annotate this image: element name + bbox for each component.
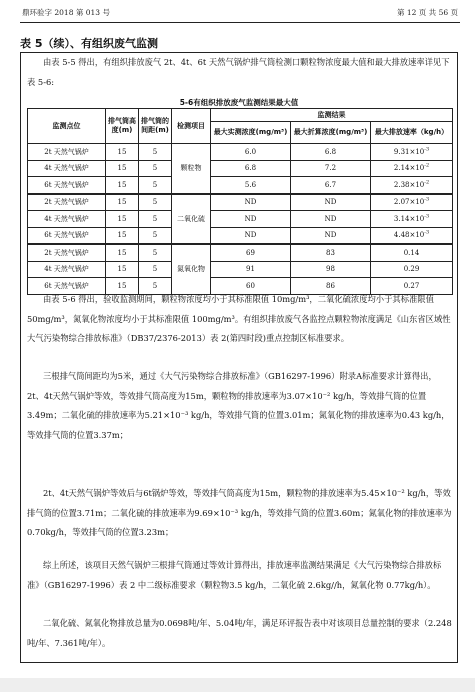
cell-spacing: 5 — [139, 278, 172, 295]
table-body — [28, 144, 453, 295]
rate-exponent: -3 — [424, 196, 430, 203]
cell-spacing: 5 — [139, 194, 172, 211]
rate-base: 3.14×10 — [393, 214, 425, 223]
cell-converted: ND — [291, 211, 371, 228]
cell-point: 2t 天然气锅炉 — [28, 144, 106, 161]
cell-rate — [371, 211, 453, 228]
table-row — [28, 194, 453, 211]
paragraph-1 — [27, 290, 452, 349]
rate-base: 2.38×10 — [393, 180, 425, 189]
report-number: 鼎环验字 2018 第 013 号 — [22, 8, 110, 17]
cell-measured: ND — [211, 227, 291, 244]
cell-rate — [371, 144, 453, 161]
cell-height: 15 — [106, 227, 139, 244]
cell-converted: 86 — [291, 278, 371, 295]
cell-converted: 83 — [291, 244, 371, 261]
rate-exponent: -2 — [424, 179, 430, 186]
cell-converted: 98 — [291, 261, 371, 278]
rate-exponent: -3 — [424, 229, 430, 236]
paragraph-4 — [27, 556, 452, 595]
cell-spacing: 5 — [139, 261, 172, 278]
cell-rate — [371, 244, 453, 261]
table-row — [28, 144, 453, 161]
paragraph-4-text: 综上所述，该项目天然气锅炉三根排气筒通过等效计算得出，排放速率监测结果满足《大气污染物综合排放标准》（GB16297-1996）表 2 中二级标准要求（颗粒物3.5 kg/h，二氧化硫 2.6kg//h，氮氧化物 0.77kg/h）。 — [27, 560, 442, 590]
cell-converted: 6.7 — [291, 177, 371, 194]
table-row — [28, 177, 453, 194]
cell-height: 15 — [106, 177, 139, 194]
cell-height: 15 — [106, 278, 139, 295]
cell-height: 15 — [106, 144, 139, 161]
col-header-converted: 最大折算浓度(mg/m³) — [291, 122, 371, 144]
page-header — [22, 7, 458, 21]
cell-point: 6t 天然气锅炉 — [28, 278, 106, 295]
cell-height: 15 — [106, 261, 139, 278]
cell-point: 6t 天然气锅炉 — [28, 227, 106, 244]
paragraph-5 — [27, 614, 452, 653]
rate-base: 2.14×10 — [393, 164, 425, 173]
cell-height: 15 — [106, 244, 139, 261]
cell-measured: 60 — [211, 278, 291, 295]
cell-point: 4t 天然气锅炉 — [28, 211, 106, 228]
cell-spacing: 5 — [139, 144, 172, 161]
cell-spacing: 5 — [139, 160, 172, 177]
page-number: 第 12 页 共 56 页 — [396, 8, 458, 17]
rate-base: 0.29 — [403, 265, 420, 274]
cell-item: 颗粒物 — [172, 144, 211, 194]
rate-base: 4.48×10 — [393, 231, 425, 240]
paragraph-5-text: 二氧化硫、氮氧化物排放总量为0.0698吨/年、5.04吨/年，满足环评报告表中对该项目总量控制的要求（2.248吨/年、7.361吨/年）。 — [27, 618, 452, 648]
page-bottom-band — [0, 678, 475, 692]
rate-base: 2.07×10 — [393, 198, 425, 207]
cell-converted: 7.2 — [291, 160, 371, 177]
cell-height: 15 — [106, 194, 139, 211]
cell-measured: 6.0 — [211, 144, 291, 161]
cell-rate — [371, 227, 453, 244]
cell-spacing: 5 — [139, 244, 172, 261]
cell-item: 二氧化硫 — [172, 194, 211, 245]
cell-height: 15 — [106, 160, 139, 177]
paragraph-2-text: 三根排气筒间距均为5米，通过《大气污染物综合排放标准》（GB16297-1996）附录A标准要求计算得出，2t、4t天然气锅炉等效，等效排气筒高度为15m，颗粒物的排放速率为3.07×10⁻² kg/h，等效排气筒的位置3.49m；二氧化硫的排放速率为5.21×10⁻³ kg/h，等效排气筒的位置3.01m；氮氧化物的排放速率为0.43 kg/h，等效排气筒的位置3.37m； — [27, 371, 450, 440]
table-row — [28, 227, 453, 244]
table-caption: 5-6有组织排放废气监测结果最大值 — [179, 98, 299, 107]
cell-rate — [371, 160, 453, 177]
paragraph-3-text: 2t、4t天然气锅炉等效后与6t锅炉等效，等效排气筒高度为15m，颗粒物的排放速率为5.45×10⁻² kg/h，等效排气筒的位置3.71m；二氧化硫的排放速率为9.69×10⁻³ kg/h，等效排气筒的位置3.60m；氮氧化物的排放速率为0.70kg/h，等效排气筒的位置3.23m； — [27, 488, 452, 537]
cell-converted: 6.8 — [291, 144, 371, 161]
paragraph-1-text: 由表 5-6 得出，验收监测期间，颗粒物浓度均小于其标准限值 10mg/m³，二氧化硫浓度均小于其标准限值 50mg/m³，氮氧化物浓度均小于其标准限值 100mg/m³。有组织排放废气各监控点颗粒物浓度满足《山东省区域性大气污染物综合排放标准》（DB37/2376-2013）表 2(第四时段)重点控制区标准要求。 — [27, 294, 451, 343]
table-row — [28, 211, 453, 228]
col-header-results: 监测结果 — [211, 109, 453, 122]
table-row — [28, 160, 453, 177]
paragraph-2 — [27, 367, 452, 445]
rate-exponent: -3 — [424, 213, 430, 220]
cell-rate — [371, 261, 453, 278]
cell-measured: 69 — [211, 244, 291, 261]
section-title: 表 5（续）、有组织废气监测 — [20, 37, 158, 50]
cell-rate — [371, 194, 453, 211]
table-row — [28, 244, 453, 261]
table-row — [28, 261, 453, 278]
cell-height: 15 — [106, 211, 139, 228]
rate-exponent: -2 — [424, 162, 430, 169]
cell-converted: ND — [291, 227, 371, 244]
col-header-rate: 最大排放速率（kg/h） — [371, 122, 453, 144]
cell-measured: 91 — [211, 261, 291, 278]
cell-point: 2t 天然气锅炉 — [28, 194, 106, 211]
cell-item: 氮氧化物 — [172, 244, 211, 294]
col-header-item: 检测项目 — [172, 109, 211, 144]
col-header-point: 监测点位 — [28, 109, 106, 144]
col-header-height: 排气筒高度(m) — [106, 109, 139, 144]
cell-point: 2t 天然气锅炉 — [28, 244, 106, 261]
cell-rate — [371, 177, 453, 194]
cell-point: 6t 天然气锅炉 — [28, 177, 106, 194]
rate-base: 9.31×10 — [393, 147, 425, 156]
col-header-measured: 最大实测浓度(mg/m³) — [211, 122, 291, 144]
col-header-spacing: 排气筒的间距(m) — [139, 109, 172, 144]
cell-spacing: 5 — [139, 227, 172, 244]
cell-measured: 6.8 — [211, 160, 291, 177]
header-divider — [20, 22, 460, 23]
cell-converted: ND — [291, 194, 371, 211]
rate-exponent: -3 — [424, 146, 430, 153]
cell-spacing: 5 — [139, 211, 172, 228]
intro-text: 由表 5-5 得出，有组织排放废气 2t、4t、6t 天然气锅炉排气筒检测口颗粒物浓度最大值和最大排放速率详见下表 5-6: — [27, 57, 450, 87]
cell-point: 4t 天然气锅炉 — [28, 261, 106, 278]
intro-paragraph — [27, 53, 452, 92]
cell-measured: ND — [211, 194, 291, 211]
cell-measured: 5.6 — [211, 177, 291, 194]
rate-base: 0.27 — [403, 281, 420, 290]
paragraph-3 — [27, 484, 452, 543]
cell-point: 4t 天然气锅炉 — [28, 160, 106, 177]
cell-spacing: 5 — [139, 177, 172, 194]
cell-measured: ND — [211, 211, 291, 228]
rate-base: 0.14 — [403, 248, 420, 257]
results-table — [27, 108, 453, 295]
